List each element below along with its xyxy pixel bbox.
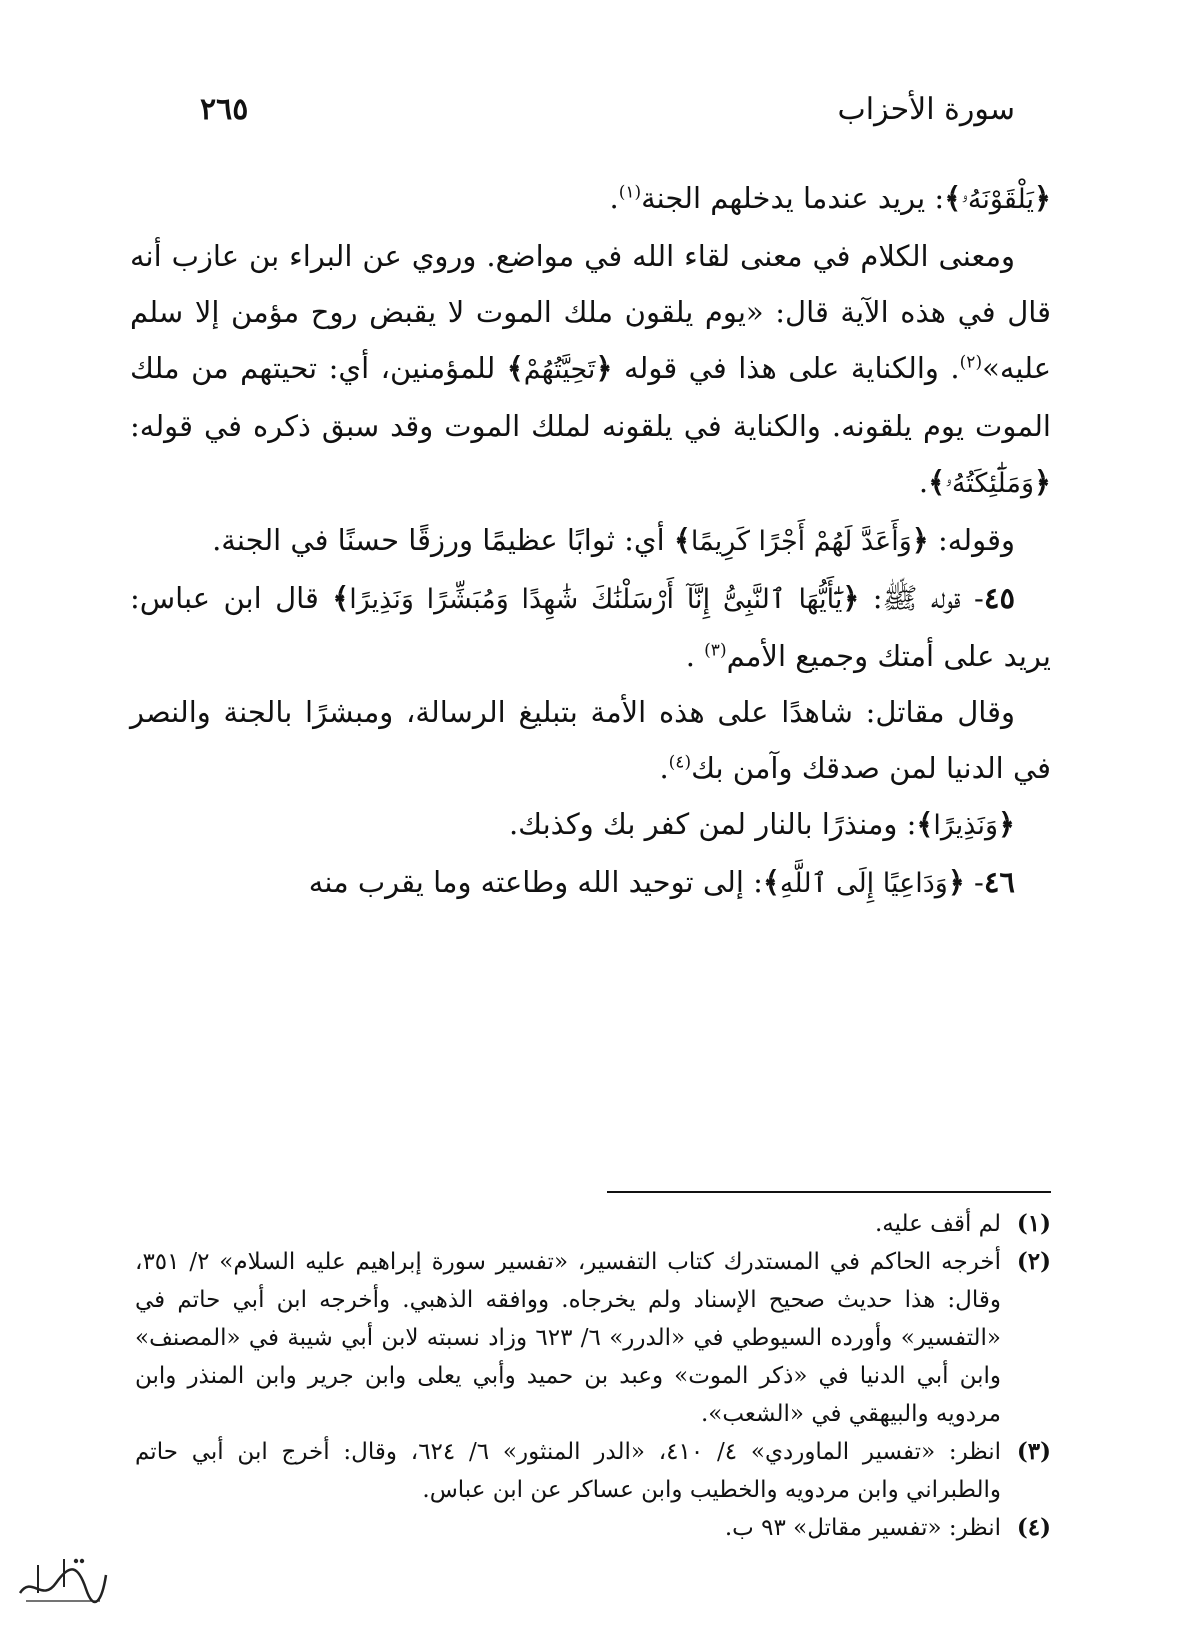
footnote-text: انظر: «تفسير الماوردي» ٤/ ٤١٠، «الدر المنثور» ٦/ ٦٢٤، وقال: أخرج ابن أبي حاتم والطبراني وابن مردويه والخطيب وابن عساكر عن ابن عباس. <box>135 1439 1002 1503</box>
footnote-item <box>135 1433 1051 1509</box>
library-logo-icon <box>12 1545 112 1615</box>
page-number: ٢٦٥ <box>200 92 249 127</box>
footnote-item <box>135 1509 1051 1547</box>
paragraph-text: : ومنذرًا بالنار لمن كفر بك وكذبك. <box>508 807 917 841</box>
paragraph-text: - <box>974 865 984 899</box>
quran-quote: وَدَاعِيًا إِلَى ٱللَّهِ <box>779 868 948 899</box>
quran-bracket-open: ﴿ <box>842 581 860 615</box>
quran-bracket-open: ﴿ <box>1034 181 1051 215</box>
main-text <box>130 170 1051 912</box>
footnote-text: أخرجه الحاكم في المستدرك كتاب التفسير، «تفسير سورة إبراهيم عليه السلام» ٢/ ٣٥١، وقال: هذا حديث صحيح الإسناد ولم يخرجاه. ووافقه الذهبي. وأخرجه ابن أبي حاتم في «التفسير» وأورده السيوطي في «الدرر» ٦/ ٦٢٣ وزاد نسبته لابن أبي شيبة في «المصنف» وابن أبي الدنيا في «ذكر الموت» وعبد بن حميد وأبي يعلى وابن جرير وابن المنذر وابن مردويه والبيهقي في «الشعب». <box>135 1249 1001 1427</box>
footnote-text: انظر: «تفسير مقاتل» ٩٣ ب. <box>724 1515 1001 1541</box>
paragraph-6 <box>130 796 1051 854</box>
paragraph-5 <box>130 684 1051 796</box>
paragraph-text: - قوله ﷺ: <box>872 581 984 615</box>
paragraph-text: أي: ثوابًا عظيمًا ورزقًا حسنًا في الجنة. <box>212 523 665 557</box>
quran-quote: وَنَذِيرًا <box>933 810 998 841</box>
paragraph-text: ومعنى الكلام في معنى لقاء الله في مواضع. وروي عن البراء بن عازب أنه قال في هذه الآية قال: «يوم يلقون ملك الموت لا يقبض روح مؤمن إلا سلم عليه» <box>130 239 1052 385</box>
quran-bracket-close: ﴾ <box>332 581 350 615</box>
quran-bracket-close: ﴾ <box>916 807 934 841</box>
quran-bracket-open: ﴿ <box>998 807 1015 841</box>
paragraph-2 <box>130 228 1051 512</box>
footnote-ref[interactable]: (٣) <box>704 640 727 661</box>
footnote-ref[interactable]: (٢) <box>959 352 983 373</box>
quran-quote: يَٰٓأَيُّهَا ٱلنَّبِىُّ إِنَّآ أَرْسَلْنَٰكَ شَٰهِدًا وَمُبَشِّرًا وَنَذِيرًا <box>349 584 843 615</box>
quran-bracket-close: ﴾ <box>944 181 962 215</box>
footnote-mark: (٤) <box>1016 1514 1051 1541</box>
paragraph-end: . <box>918 465 929 499</box>
footnote-mark: (٢) <box>1016 1248 1051 1275</box>
footnotes <box>135 1205 1051 1547</box>
page-header <box>200 92 1015 142</box>
quran-quote: وَمَلَٰٓئِكَتُهُۥ <box>945 468 1034 499</box>
footnote-text: لم أقف عليه. <box>874 1211 1001 1237</box>
paragraph-text: . والكناية على هذا في قوله <box>623 351 960 385</box>
footnote-divider <box>607 1191 1051 1193</box>
quran-quote: يَلْقَوْنَهُۥ <box>961 184 1034 215</box>
paragraph-text: وقال مقاتل: شاهدًا على هذه الأمة بتبليغ الرسالة، ومبشرًا بالجنة والنصر في الدنيا لمن صدقك وآمن بك <box>130 695 1051 785</box>
quran-bracket-close: ﴾ <box>506 351 524 385</box>
verse-number: ٤٦ <box>983 865 1015 899</box>
paragraph-end: . <box>659 751 669 785</box>
footnote-mark: (٣) <box>1016 1438 1051 1465</box>
paragraph-7 <box>130 854 1051 912</box>
quran-bracket-close: ﴾ <box>673 523 691 557</box>
paragraph-end: . <box>609 181 619 215</box>
surah-name: سورة الأحزاب <box>837 92 1015 127</box>
footnote-item <box>135 1243 1051 1433</box>
footnote-item <box>135 1205 1051 1243</box>
quran-bracket-open: ﴿ <box>911 523 929 557</box>
quran-bracket-open: ﴿ <box>1034 465 1051 499</box>
paragraph-text: : إلى توحيد الله وطاعته وما يقرب منه <box>308 865 763 899</box>
paragraph-1 <box>130 170 1051 228</box>
paragraph-text: للمؤمنين، أي: تحيتهم من ملك الموت يوم يلقونه. والكناية في يلقونه لملك الموت وقد سبق ذكره في قوله: <box>130 351 1051 443</box>
footnote-ref[interactable]: (١) <box>618 182 642 203</box>
quran-bracket-open: ﴿ <box>595 351 613 385</box>
paragraph-text: وقوله: <box>937 523 1015 557</box>
quran-quote: وَأَعَدَّ لَهُمْ أَجْرًا كَرِيمًا <box>690 526 912 557</box>
paragraph-text: قال ابن عباس: يريد على أمتك وجميع الأمم <box>130 581 1051 673</box>
verse-number: ٤٥ <box>983 581 1016 615</box>
paragraph-4 <box>130 570 1051 684</box>
paragraph-text: : يريد عندما يدخلهم الجنة <box>641 181 945 215</box>
quran-quote: تَحِيَّتُهُمْ <box>523 354 596 385</box>
footnote-ref[interactable]: (٤) <box>668 752 692 773</box>
quran-bracket-open: ﴿ <box>947 865 965 899</box>
quran-bracket-close: ﴾ <box>762 865 780 899</box>
quran-bracket-close: ﴾ <box>928 465 946 499</box>
paragraph-3 <box>130 512 1051 570</box>
footnote-mark: (١) <box>1016 1210 1051 1237</box>
paragraph-end: . <box>685 639 705 673</box>
